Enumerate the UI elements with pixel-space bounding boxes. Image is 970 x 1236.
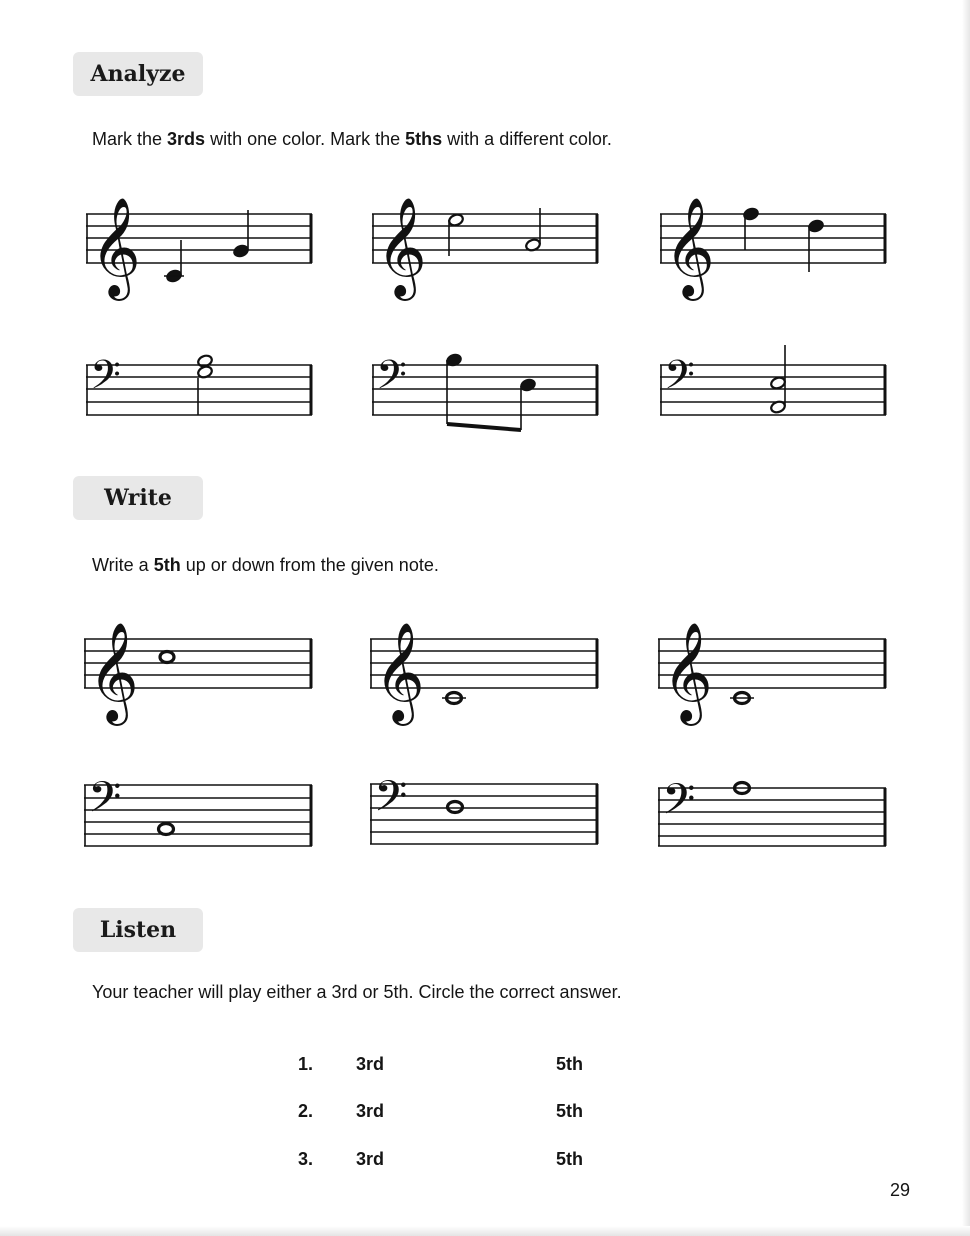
analyze-heading: Analyze xyxy=(73,52,203,96)
analyze-instruction: Mark the 3rds with one color. Mark the 5ths with a different color. xyxy=(92,129,612,149)
answer-option-5th[interactable]: 5th xyxy=(556,1149,583,1169)
bass-clef-icon: 𝄢 xyxy=(662,775,696,835)
whole-note xyxy=(159,824,174,835)
answer-option-3rd[interactable]: 3rd xyxy=(356,1054,385,1074)
write-heading: Write xyxy=(73,476,203,520)
item-number: 2. xyxy=(298,1101,314,1121)
write-staff-treble-1 xyxy=(84,605,316,725)
half-note-chord xyxy=(770,345,787,414)
write-staff-treble-2 xyxy=(370,605,602,725)
bass-clef-icon: 𝄢 xyxy=(664,352,695,408)
half-note-chord xyxy=(197,354,214,415)
answer-option-3rd[interactable]: 3rd xyxy=(356,1101,385,1121)
page-edge-shadow xyxy=(962,0,970,1236)
whole-note xyxy=(448,802,463,813)
write-staff-bass-2 xyxy=(370,762,602,862)
bass-clef-icon: 𝄢 xyxy=(376,352,407,408)
write-staff-bass-3 xyxy=(658,762,890,862)
treble-clef-icon: 𝄞 xyxy=(376,197,427,297)
listen-instruction: Your teacher will play either a 3rd or 5th. Circle the correct answer. xyxy=(92,982,622,1002)
analyze-staff-treble-3 xyxy=(660,180,890,300)
analyze-staff-bass-2 xyxy=(372,340,602,440)
treble-clef-icon: 𝄞 xyxy=(88,622,139,722)
treble-clef-icon: 𝄞 xyxy=(664,197,715,297)
listen-heading: Listen xyxy=(73,908,203,952)
bass-clef-icon: 𝄢 xyxy=(90,352,121,408)
answer-option-5th[interactable]: 5th xyxy=(556,1101,583,1121)
analyze-staff-bass-3 xyxy=(660,340,890,440)
treble-clef-icon: 𝄞 xyxy=(374,622,425,722)
write-staff-treble-3 xyxy=(658,605,890,725)
bass-clef-icon: 𝄢 xyxy=(374,772,408,832)
analyze-staff-treble-1 xyxy=(86,180,316,300)
answer-option-5th[interactable]: 5th xyxy=(556,1054,583,1074)
whole-note xyxy=(160,652,174,663)
bass-clef-icon: 𝄢 xyxy=(88,773,122,833)
quarter-note xyxy=(806,218,825,272)
treble-clef-icon: 𝄞 xyxy=(662,622,713,722)
write-staff-bass-1 xyxy=(84,762,316,862)
item-number: 1. xyxy=(298,1054,314,1074)
quarter-note xyxy=(231,210,250,259)
quarter-note xyxy=(164,240,184,284)
eighth-notes-beamed xyxy=(444,352,537,430)
answer-option-3rd[interactable]: 3rd xyxy=(356,1149,385,1169)
page-number: 29 xyxy=(890,1180,911,1200)
treble-clef-icon: 𝄞 xyxy=(90,197,141,297)
item-number: 3. xyxy=(298,1149,314,1169)
write-instruction: Write a 5th up or down from the given note. xyxy=(92,555,439,575)
quarter-note xyxy=(741,206,760,250)
page-bottom-shadow xyxy=(0,1226,970,1236)
analyze-staff-treble-2 xyxy=(372,180,602,300)
analyze-staff-bass-1 xyxy=(86,340,316,440)
